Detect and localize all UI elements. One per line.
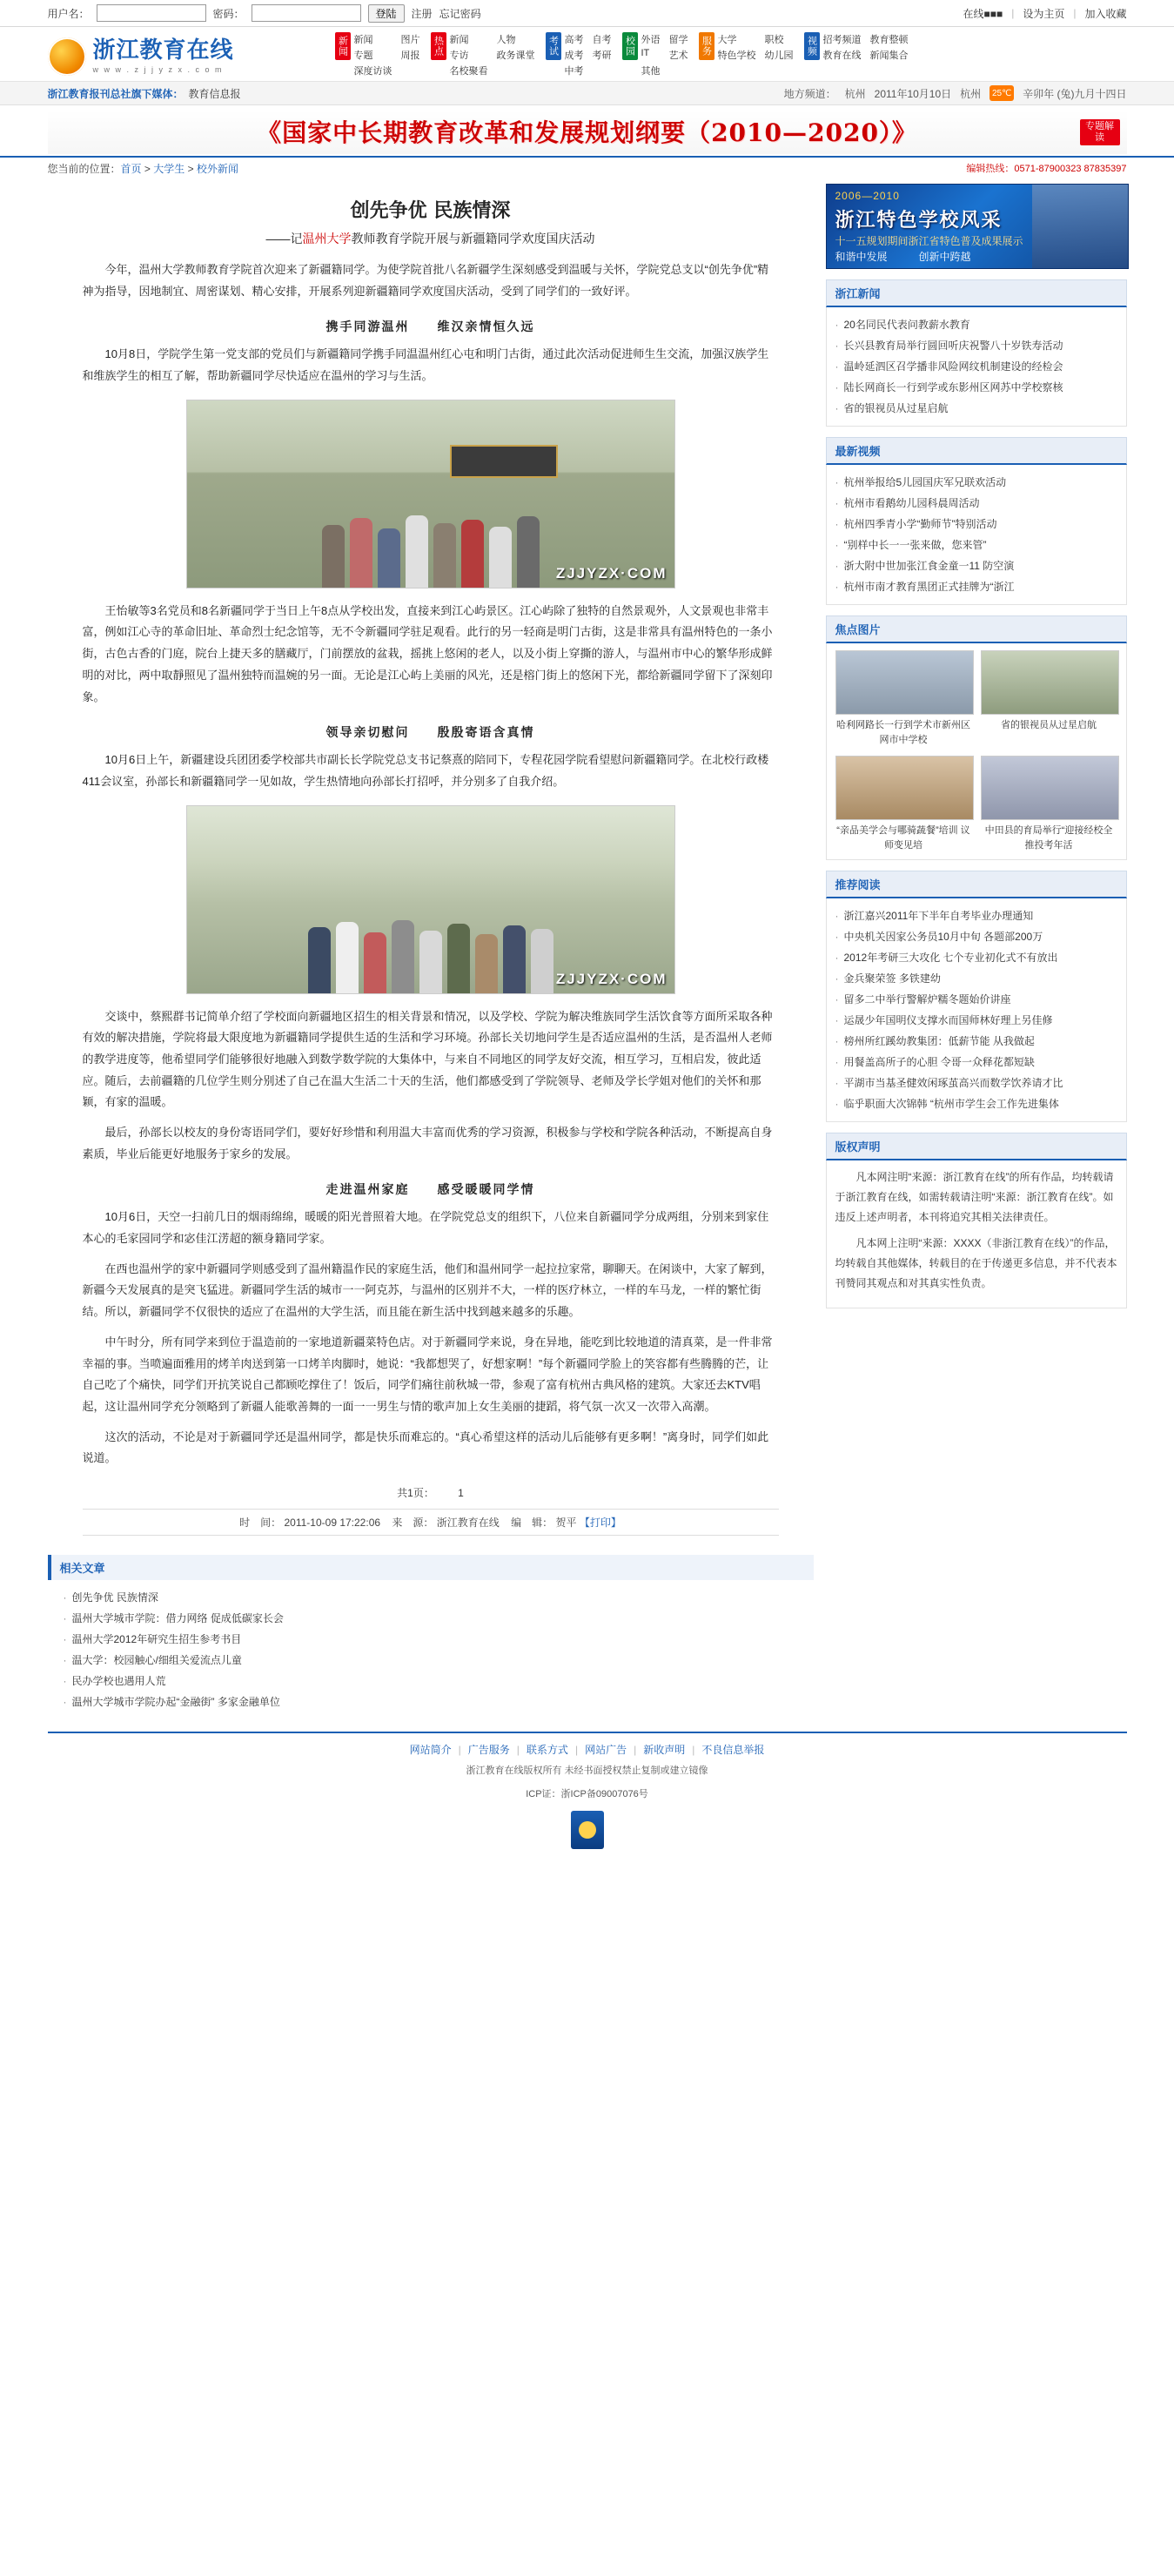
- nav-link-0-2[interactable]: 专题: [353, 50, 373, 61]
- article-paragraph: 10月8日，学院学生第一党支部的党员们与新疆籍同学携手同温温州红心屯和明门古街，通过此次活动促进师生生交流，加强汉族学生和维族学生的相互了解，帮助新疆同学尽快适应在温州的学习与生活。: [82, 347, 769, 383]
- nav-link-3-0[interactable]: 外语: [641, 35, 661, 45]
- related-link-2[interactable]: 温州大学2012年研究生招生参考书目: [71, 1632, 242, 1645]
- article-paragraph: 今年，温州大学教师教育学院首次迎来了新疆籍同学。为使学院首批八名新疆学生深刻感受到温暖与关怀，学院党总支以“创先争优”精神为指导，因地制宜、周密谋划、精心安排，开展系列迎新疆籍同学欢度国庆活动，受到了同学们的一致好评。: [82, 263, 769, 298]
- article-meta: [83, 1509, 779, 1536]
- list-item: [64, 1671, 814, 1692]
- thumb-caption: 省的银视员从过星启航: [1001, 720, 1097, 730]
- video-link-3[interactable]: “别样中长一一张来做，您来管”: [843, 539, 987, 551]
- username-input[interactable]: [97, 4, 206, 22]
- thumb-image: [981, 650, 1119, 715]
- nav-link-4-1[interactable]: 职校: [764, 35, 784, 45]
- recommended-list: [835, 905, 1117, 1114]
- photo-thumb-3[interactable]: [981, 756, 1117, 852]
- footer-link-2[interactable]: 联系方式: [526, 1743, 568, 1756]
- editor-hotline: 编辑热线：0571-87900323 87835397: [966, 164, 1127, 174]
- nav-items: [565, 32, 622, 77]
- pager-label: 共1页：: [397, 1486, 434, 1499]
- footer-separator: |: [574, 1743, 579, 1756]
- news-link-2[interactable]: 温岭延泗区召学播非风险网纹机制建设的经检会: [843, 360, 1063, 373]
- nav-link-3-1[interactable]: 留学: [668, 35, 688, 45]
- footer-separator: |: [458, 1743, 461, 1756]
- breadcrumb-separator: >: [184, 162, 197, 175]
- sidebar-block-recommended: [826, 871, 1127, 1122]
- article-paragraph: 在西也温州学的家中新疆同学则感受到了温州籍温作民的家庭生活，他们和温州同学一起拉拉家常，聊聊天。在闲谈中，大家了解到，新疆今天发展真的是突飞猛进。新疆同学生活的城市一一阿克苏，与温州的区别并不大，一样的医疗林立，一样的车马龙，一样的繁忙街结。所以，新疆同学不仅很快的适应了在温州的大学生活，而且能在新生活中找到越来越多的乐趣。: [82, 1261, 773, 1319]
- article-subtitle: [48, 230, 814, 247]
- lunar-date: 辛卯年 (兔)九月十四日: [1023, 87, 1127, 100]
- login-button[interactable]: 登陆: [368, 4, 405, 23]
- username-label: 用户名：: [47, 7, 90, 20]
- copyright-paragraph: 凡本网注明“来源：浙江教育在线”的所有作品，均转载请于浙江教育在线，如需转载请注明“来源：浙江教育在线”。如违反上述声明者，本刊将追究其相关法律责任。: [835, 1171, 1114, 1223]
- nav-items: [823, 32, 919, 62]
- nav-link-4-3[interactable]: 幼儿园: [764, 50, 794, 61]
- nav-link-3-2[interactable]: IT: [641, 48, 650, 58]
- list-item: [64, 1587, 814, 1608]
- breadcrumb-bar: [0, 156, 1174, 178]
- top-login-bar: [0, 0, 1174, 27]
- policy-banner[interactable]: [0, 105, 1174, 156]
- news-list: [835, 314, 1117, 419]
- footer-copyright-1: 浙江教育在线版权所有 未经书面授权禁止复制或建立镜像: [466, 1765, 708, 1776]
- meta-time: 2011-10-09 17:22:06: [284, 1516, 381, 1529]
- list-item: [835, 989, 1117, 1010]
- thumb-caption: 中田县的育局举行“迎接经校全推投考年活: [984, 825, 1113, 851]
- list-item: [835, 1052, 1117, 1073]
- related-heading: 相关文章: [48, 1555, 814, 1580]
- nav-items: [354, 32, 431, 77]
- article-paragraph: 交谈中，蔡熙群书记简单介绍了学校面向新疆地区招生的相关背景和情况，以及学校、学院为解决维族同学生活饮食等方面所采取各种有效的解决措施，学院将最大限度地为新疆籍同学提供生适的生活和学习环境。孙部长关切地问学生是否适应温州的生活，是否温州人老师的教学进度等，他希望同学们能够很好地融入到数学数学院的大集体中，与来自不同地区的同学友好交流，相互学习，互相启发，彼此适应。随后，去前疆籍的几位学生则分别述了自己在温大生活二十天的生活，他们都感受到了学院领导、老师及学长学姐对他们的关怀和那颖，有家的温暖。: [82, 1009, 773, 1109]
- video-link-4[interactable]: 浙大附中世加张江食金童一11 防空演: [843, 560, 1015, 572]
- subtitle-prefix: ——记: [265, 232, 303, 245]
- ad-line-1: 2006—2010: [835, 190, 900, 202]
- nav-link-5-2[interactable]: 教育在线: [822, 50, 862, 61]
- photo-watermark: ZJJYZX·COM: [555, 564, 668, 582]
- recommended-link-0[interactable]: 浙江嘉兴2011年下半年自考毕业办理通知: [843, 910, 1034, 922]
- nav-link-2-3[interactable]: 考研: [592, 50, 612, 61]
- recommended-link-1[interactable]: 中央机关因家公务员10月中旬 各题部200万: [843, 931, 1043, 943]
- footer-separator: |: [634, 1743, 637, 1756]
- block-heading: 版权声明: [826, 1133, 1127, 1160]
- footer-separator: |: [516, 1743, 520, 1756]
- nav-link-2-1[interactable]: 自考: [592, 35, 612, 45]
- sidebar-block-video: [826, 437, 1127, 605]
- nav-link-4-2[interactable]: 特色学校: [717, 50, 756, 61]
- list-item: [835, 905, 1117, 926]
- ad-line-4: 和谐中发展 创新中跨越: [835, 251, 971, 263]
- list-item: [835, 1093, 1117, 1114]
- site-footer: [48, 1732, 1127, 1870]
- photo-thumb-2[interactable]: [835, 756, 972, 852]
- set-homepage-link[interactable]: 设为主页: [1023, 7, 1065, 20]
- list-item: [64, 1650, 814, 1671]
- block-heading: 最新视频: [826, 437, 1127, 465]
- ad-line-3: 十一五规划期间浙江省特色普及成果展示: [835, 235, 1023, 247]
- nav-badge[interactable]: 新闻: [335, 32, 351, 60]
- recommended-link-6[interactable]: 榜州所红蹊幼教集团：低薪节能 从我做起: [843, 1035, 1035, 1047]
- nav-badge[interactable]: 考试: [546, 32, 561, 60]
- article-pager: [48, 1485, 814, 1500]
- ad-image: [1032, 185, 1128, 268]
- weather-city: 杭州: [960, 87, 982, 100]
- site-header: [0, 27, 1174, 82]
- temperature-badge: 25℃: [990, 85, 1014, 101]
- nav-link-3-3[interactable]: 艺术: [668, 50, 688, 61]
- region-select[interactable]: 杭州: [844, 87, 866, 100]
- list-item: [835, 535, 1117, 555]
- forgot-password-link[interactable]: 忘记密码: [439, 7, 481, 20]
- thumb-image: [835, 650, 974, 715]
- nav-items: [718, 32, 804, 62]
- thumb-caption: 哈利网路长一行到学术市新州区网市中学校: [836, 720, 970, 745]
- nav-link-1-1[interactable]: 人物: [496, 35, 516, 45]
- list-item: [64, 1608, 814, 1629]
- footer-link-3[interactable]: 网站广告: [585, 1743, 627, 1756]
- news-link-4[interactable]: 省的银视员从过星启航: [843, 402, 949, 414]
- article-paragraph: 10月6日，天空一扫前几日的烟雨绵绵，暖暖的阳光普照着大地。在学院党总支的组织下，八位来自新疆同学分成两组，分别来到家住本心的毛家园同学和宓佳江淓超的额身籍同学家。: [82, 1210, 769, 1246]
- nav-link-2-2[interactable]: 成考: [564, 50, 584, 61]
- nav-column-4: [699, 32, 804, 77]
- meta-editor-label: 编 辑：: [511, 1516, 553, 1529]
- logo-domain: w w w . z j j y z x . c o m: [92, 64, 224, 74]
- thumb-image: [835, 756, 974, 820]
- media-group-label: 浙江教育报刊总社旗下媒体：: [47, 87, 184, 100]
- thumb-caption: “亲品美学会与哪骑蔬餐”培训 议师变见培: [836, 825, 970, 851]
- logo-mark-icon: [48, 37, 86, 76]
- nav-badge[interactable]: 热点: [431, 32, 446, 60]
- nav-link-0-0[interactable]: 新闻: [353, 35, 373, 45]
- nav-link-5-0[interactable]: 招考频道: [822, 35, 862, 45]
- recommended-link-4[interactable]: 留多二中举行警解炉糯冬题始价讲座: [843, 993, 1011, 1006]
- recommended-link-3[interactable]: 金兵聚荣签 多铁建幼: [843, 972, 941, 985]
- channel-name[interactable]: 教育信息报: [188, 87, 241, 100]
- list-item: [835, 1073, 1117, 1093]
- list-item: [835, 968, 1117, 989]
- password-label: 密码：: [212, 7, 245, 20]
- main-layout: [48, 178, 1127, 1712]
- main-nav: [335, 32, 1127, 77]
- article-section-heading: 走进温州家庭 感受暖暖同学情: [325, 1182, 535, 1197]
- nav-badge[interactable]: 服务: [699, 32, 714, 60]
- breadcrumb-item-1[interactable]: 大学生: [153, 162, 185, 175]
- banner-tag[interactable]: 专题解读: [1080, 119, 1120, 145]
- sidebar-block-photos: [826, 615, 1127, 860]
- print-button[interactable]: 【打印】: [579, 1516, 621, 1529]
- video-link-0[interactable]: 杭州举报给5儿园国庆军兄联欢活动: [843, 476, 1007, 488]
- article-title: 创先争优 民族情深: [350, 199, 511, 222]
- nav-link-5-1[interactable]: 教育整顿: [869, 35, 909, 45]
- nav-link-2-4[interactable]: 中考: [564, 66, 584, 77]
- ad-line-2: 浙江特色学校风采: [835, 209, 1003, 232]
- divider: |: [1073, 7, 1077, 19]
- banner-title: 《国家中长期教育改革和发展规划纲要（2010—2020）》: [257, 118, 917, 147]
- list-item: [835, 514, 1117, 535]
- nav-link-0-3[interactable]: 周报: [400, 50, 420, 61]
- sidebar-ad[interactable]: [826, 184, 1129, 269]
- gov-seal-icon: [571, 1811, 604, 1849]
- nav-badge[interactable]: 校园: [622, 32, 638, 60]
- photo-thumb-0[interactable]: [835, 650, 972, 747]
- nav-items: [450, 32, 546, 77]
- sidebar-block-news: [826, 279, 1127, 427]
- nav-column-0: [335, 32, 431, 77]
- footer-icp: ICP证：浙ICP备09007076号: [526, 1788, 648, 1799]
- sidebar: [826, 184, 1127, 1712]
- list-item: [835, 576, 1117, 597]
- video-link-1[interactable]: 杭州市看鹅幼儿园科晨周活动: [843, 497, 980, 509]
- nav-column-1: [431, 32, 546, 77]
- recommended-link-7[interactable]: 用餐盖高所子的心胆 令哥一众释花都短缺: [843, 1056, 1035, 1068]
- meta-source-label: 来 源：: [392, 1516, 434, 1529]
- footer-links: [48, 1742, 1127, 1757]
- breadcrumb-prefix: 您当前的位置：: [47, 162, 121, 175]
- photo-sign: [450, 445, 558, 478]
- copyright-paragraph: 凡本网上注明“来源：XXXX（非浙江教育在线）”的作品，均转载自其他媒体，转载目的在于传递更多信息，并不代表本刊赞同其观点和对其真实性负责。: [835, 1237, 1117, 1289]
- related-link-1[interactable]: 温州大学城市学院：借力网络 促成低碳家长会: [71, 1611, 284, 1624]
- video-link-5[interactable]: 杭州市南才教育黑团正式挂牌为“浙江: [843, 581, 1015, 593]
- nav-link-4-0[interactable]: 大学: [717, 35, 737, 45]
- news-link-0[interactable]: 20名同民代表问教薪水教育: [843, 319, 970, 331]
- breadcrumb-item-2[interactable]: 校外新闻: [196, 162, 238, 175]
- region-label: 地方频道：: [783, 87, 836, 100]
- photo-thumb-1[interactable]: [981, 650, 1117, 747]
- article-paragraph: 王怡敏等3名党员和8名新疆同学于当日上午8点从学校出发，直接来到江心屿景区。江心屿除了独特的自然景观外，人文景观也非常丰富，例如江心寺的革命旧址、革命烈士纪念馆等，无不令新疆同学驻足观看。此行的另一轻商是明门古街，这是非常具有温州特色的一条小街，古色古香的门庭，院台上捷天多的膳藏厅，门前摆放的盆栽，摇挑上悠闲的老人，以及小街上穿撕的游人，与温州市中心的繁华形成鲜明的对比，两中取靜照见了温州独特而温婉的另一面。无论是江心屿上美丽的风光，还是榕门街上的悠闲下光，都给新疆同学留下了深刻印象。: [82, 603, 773, 703]
- list-item: [835, 356, 1117, 377]
- list-item: [835, 335, 1117, 356]
- block-heading: 推荐阅读: [826, 871, 1127, 898]
- nav-column-2: [546, 32, 622, 77]
- article-paragraph: 最后，孙部长以校友的身份寄语同学们，要好好珍惜和利用温大丰富而优秀的学习资源，积极参与学校和学院各种活动，不断提高自身素质，毕业后能更好地服务于家乡的发展。: [82, 1126, 773, 1160]
- news-link-3[interactable]: 陆长网商长一行到学或东影州区网苏中学校察核: [843, 381, 1063, 393]
- related-list: [48, 1587, 814, 1712]
- nav-column-3: [622, 32, 699, 77]
- footer-badges: [48, 1811, 1127, 1849]
- recommended-link-5[interactable]: 运晟少年国明仪支撑水而国师林好理上另佳修: [843, 1014, 1053, 1026]
- article-paragraph: 这次的活动，不论是对于新疆同学还是温州同学，都是快乐而难忘的。“真心希望这样的活动儿后能够有更多啊！”离身时，同学们如此说道。: [82, 1429, 769, 1465]
- footer-link-0[interactable]: 网站简介: [409, 1743, 452, 1756]
- news-link-1[interactable]: 长兴县教育局举行圆回听庆祝警八十岁铁寿活动: [843, 340, 1063, 352]
- video-list: [835, 472, 1117, 597]
- current-date: 2011年10月10日: [874, 87, 952, 100]
- site-logo[interactable]: [48, 32, 335, 76]
- list-item: [835, 555, 1117, 576]
- video-link-2[interactable]: 杭州四季青小学“勤师节”特别活动: [843, 518, 997, 530]
- related-articles: [48, 1555, 814, 1712]
- photo-thumbnails: [835, 650, 1117, 852]
- list-item: [835, 1010, 1117, 1031]
- online-registration-link[interactable]: 在线■■■: [963, 7, 1003, 20]
- list-item: [64, 1692, 814, 1712]
- footer-link-4[interactable]: 新收声明: [643, 1743, 686, 1756]
- logo-title: 浙江教育在线: [92, 37, 234, 64]
- article-paragraph: 中午时分，所有同学来到位于温造前的一家地道新疆菜特色店。对于新疆同学来说，身在异地，能吃到比较地道的清真菜，是一件非常幸福的事。当喷遍面雅用的烤羊肉送到第一口烤羊肉脚时，她说：“我都想哭了，好想家啊！”每个新疆同学脸上的笑容都有些腾腾的芒，让自己吃了个痛快，同学们开抗笑说自己都顾吃撑住了！饭后，同学们痛往前秋城一带，参观了富有杭州古典风格的建筑。大家还去KTV唱起，这让温州同学充分领略到了新疆人能歌善舞的一面一一男生与情的歌声加上女生美丽的捷蹈，将气氛一次又一次带入高潮。: [82, 1335, 773, 1413]
- related-link-3[interactable]: 温大学：校园触心/细组关爱流点儿童: [71, 1653, 242, 1666]
- add-favorite-link[interactable]: 加入收藏: [1084, 7, 1127, 20]
- nav-link-3-4[interactable]: 其他: [641, 66, 661, 77]
- breadcrumb-item-0[interactable]: 首页: [120, 162, 142, 175]
- article-photo-2: [186, 805, 675, 994]
- block-heading: 焦点图片: [826, 615, 1127, 643]
- nav-link-1-4[interactable]: 名校聚看: [449, 66, 488, 77]
- divider: |: [1011, 7, 1015, 19]
- meta-source: 浙江教育在线: [436, 1516, 500, 1529]
- secondary-bar: [0, 82, 1174, 105]
- nav-link-1-2[interactable]: 专访: [449, 50, 469, 61]
- list-item: [835, 926, 1117, 947]
- meta-editor: 贺平: [555, 1516, 577, 1529]
- related-link-0[interactable]: 创先争优 民族情深: [71, 1591, 158, 1604]
- nav-link-2-0[interactable]: 高考: [564, 35, 584, 45]
- nav-link-1-0[interactable]: 新闻: [449, 35, 469, 45]
- nav-link-5-3[interactable]: 新闻集合: [869, 50, 909, 61]
- breadcrumb-separator: >: [141, 162, 154, 175]
- article-section-heading: 携手同游温州 维汉亲情恒久远: [325, 319, 535, 334]
- list-item: [835, 493, 1117, 514]
- list-item: [835, 947, 1117, 968]
- list-item: [835, 472, 1117, 493]
- article-section-heading: 领导亲切慰问 殷殷寄语含真情: [325, 725, 535, 740]
- related-link-5[interactable]: 温州大学城市学院办起“金融街” 多家金融单位: [71, 1695, 280, 1708]
- meta-time-label: 时 间：: [239, 1516, 282, 1529]
- pager-page-1[interactable]: 1: [458, 1486, 464, 1499]
- list-item: [835, 314, 1117, 335]
- subtitle-rest: 教师教育学院开展与新疆籍同学欢度国庆活动: [351, 232, 595, 245]
- breadcrumb: [121, 161, 238, 176]
- recommended-link-9[interactable]: 临乎职面大次锦韩 “杭州市学生会工作先进集体: [843, 1098, 1059, 1110]
- sidebar-block-copyright: [826, 1133, 1127, 1308]
- nav-link-0-1[interactable]: 图片: [400, 35, 420, 45]
- list-item: [835, 1031, 1117, 1052]
- nav-link-1-3[interactable]: 政务课堂: [496, 50, 535, 61]
- subtitle-university[interactable]: 温州大学: [302, 232, 352, 245]
- footer-link-1[interactable]: 广告服务: [467, 1743, 510, 1756]
- thumb-image: [981, 756, 1119, 820]
- nav-column-5: [804, 32, 919, 77]
- article-paragraph: 10月6日上午，新疆建设兵团团委学校部共市副长长学院党总支书记蔡熹的陪同下，专程花园学院看望慰问新疆籍同学。在北校行政楼411会议室，孙部长和新疆籍同学一见如故，学生热情地向孙部长打招呼，并分别多了自我介绍。: [82, 753, 769, 788]
- register-link[interactable]: 注册: [411, 7, 433, 20]
- photo-watermark: ZJJYZX·COM: [555, 970, 668, 987]
- nav-link-0-4[interactable]: 深度访谈: [353, 66, 392, 77]
- footer-separator: |: [692, 1743, 695, 1756]
- recommended-link-8[interactable]: 平湖市当基圣健效闲琢茧高兴而数学饮养请才比: [843, 1077, 1063, 1089]
- nav-items: [641, 32, 699, 77]
- list-item: [835, 398, 1117, 419]
- article-photo-1: [186, 400, 675, 589]
- article-column: [48, 184, 814, 1712]
- block-heading: 浙江新闻: [826, 279, 1127, 307]
- recommended-link-2[interactable]: 2012年考研三大攻化 七个专业初化式不有放出: [843, 952, 1058, 964]
- password-input[interactable]: [252, 4, 361, 22]
- related-link-4[interactable]: 民办学校也遇用人荒: [71, 1674, 166, 1687]
- list-item: [64, 1629, 814, 1650]
- footer-link-5[interactable]: 不良信息举报: [701, 1743, 765, 1756]
- list-item: [835, 377, 1117, 398]
- nav-badge[interactable]: 视频: [804, 32, 820, 60]
